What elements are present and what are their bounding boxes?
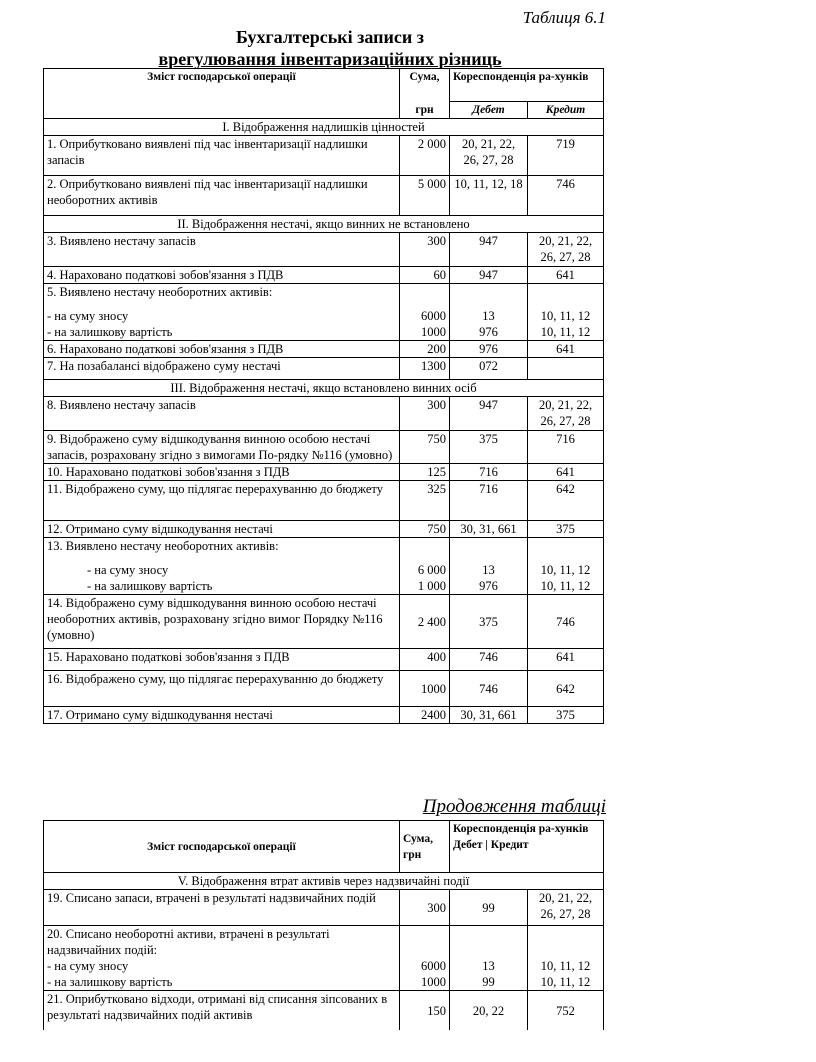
cell-debit <box>450 926 528 991</box>
cell-credit: 641 <box>528 464 604 481</box>
cell-sum: 200 <box>400 341 450 358</box>
header-correspondence: Кореспонденція ра-хунків <box>450 69 604 102</box>
cell-sum <box>400 926 450 991</box>
table-header-row <box>44 821 604 873</box>
cell-debit: 99 <box>450 890 528 926</box>
row-title: 20. Списано необоротні активи, втрачені в результаті надзвичайних подій: <box>47 927 330 957</box>
credit-a: 10, 11, 12 <box>540 563 591 577</box>
cell-sum: 300 <box>400 890 450 926</box>
cell-credit: 20, 21, 22, 26, 27, 28 <box>528 890 604 926</box>
cell-text: 12. Отримано суму відшкодування нестачі <box>44 521 400 538</box>
credit-b: 10, 11, 12 <box>540 325 591 339</box>
cell-text: 4. Нараховано податкові зобов'язання з ПДВ <box>44 267 400 284</box>
cell-sum: 150 <box>400 991 450 1031</box>
title-line-1: Бухгалтерські записи з <box>236 27 424 47</box>
header-content: Зміст господарської операції <box>44 69 400 119</box>
cell-sum: 1000 <box>400 671 450 707</box>
debit-b: 99 <box>482 975 495 989</box>
cell-text: 21. Оприбутковано відходи, отримані від списання зіпсованих в результаті надзвичайних подій активів <box>44 991 400 1031</box>
cell-debit: 947 <box>450 267 528 284</box>
cell-credit: 752 <box>528 991 604 1031</box>
cell-sum: 300 <box>400 233 450 267</box>
cell-credit: 642 <box>528 481 604 521</box>
table-caption: Таблиця 6.1 <box>522 8 606 27</box>
title-line-2: врегулювання інвентаризаційних різниць <box>158 49 502 69</box>
cell-debit: 30, 31, 661 <box>450 707 528 724</box>
cell-text <box>44 926 400 991</box>
header-sum: Сума, грн <box>400 821 450 873</box>
cell-credit <box>528 926 604 991</box>
cell-sum: 60 <box>400 267 450 284</box>
cell-text: 3. Виявлено нестачу запасів <box>44 233 400 267</box>
cell-debit: 10, 11, 12, 18 <box>450 176 528 216</box>
sum-b: 1000 <box>421 325 446 339</box>
cell-sum: 5 000 <box>400 176 450 216</box>
cell-debit: 375 <box>450 595 528 649</box>
cell-text: 16. Відображено суму, що підлягає перерахуванню до бюджету <box>44 671 400 707</box>
cell-credit: 641 <box>528 341 604 358</box>
cell-sum: 125 <box>400 464 450 481</box>
header-correspondence: Кореспонденція ра-хунків Дебет | Кредит <box>450 821 604 873</box>
debit-a: 13 <box>482 309 495 323</box>
cell-credit: 641 <box>528 649 604 671</box>
cell-debit: 375 <box>450 431 528 464</box>
row-item-a: - на суму зносу <box>47 309 129 323</box>
table-continuation <box>43 820 604 1030</box>
cell-credit: 20, 21, 22, 26, 27, 28 <box>528 397 604 431</box>
cell-credit: 716 <box>528 431 604 464</box>
row-item-b: - на залишкову вартість <box>47 325 173 339</box>
cell-sum: 2400 <box>400 707 450 724</box>
sum-a: 6000 <box>421 959 446 973</box>
cell-debit: 20, 21, 22, 26, 27, 28 <box>450 136 528 176</box>
cell-text: 6. Нараховано податкові зобов'язання з ПДВ <box>44 341 400 358</box>
cell-sum: 750 <box>400 521 450 538</box>
cell-text: 14. Відображено суму відшкодування винною особою нестачі необоротних активів, розраховану згідно вимог Порядку №116 (умовно) <box>44 595 400 649</box>
sum-b: 1 000 <box>417 579 446 593</box>
cell-sum: 300 <box>400 397 450 431</box>
cell-text: 7. На позабалансі відображено суму нестачі <box>44 358 400 380</box>
cell-credit: 746 <box>528 595 604 649</box>
cell-debit: 746 <box>450 671 528 707</box>
sum-b: 1000 <box>421 975 446 989</box>
sum-a: 6000 <box>421 309 446 323</box>
debit-b: 976 <box>479 579 498 593</box>
cell-sum: 2 400 <box>400 595 450 649</box>
cell-debit: 716 <box>450 464 528 481</box>
sum-a: 6 000 <box>417 563 446 577</box>
cell-sum: 750 <box>400 431 450 464</box>
cell-text: 8. Виявлено нестачу запасів <box>44 397 400 431</box>
section-3: III. Відображення нестачі, якщо встановлено винних осіб <box>44 380 604 397</box>
credit-a: 10, 11, 12 <box>540 309 591 323</box>
cell-sum: 2 000 <box>400 136 450 176</box>
cell-debit: 072 <box>450 358 528 380</box>
section-2: II. Відображення нестачі, якщо винних не встановлено <box>44 216 604 233</box>
credit-a: 10, 11, 12 <box>540 959 591 973</box>
header-sum: Сума, <box>400 69 450 102</box>
continuation-caption: Продовження таблиці <box>422 796 606 817</box>
debit-a: 13 <box>482 563 495 577</box>
cell-debit: 746 <box>450 649 528 671</box>
cell-text: 10. Нараховано податкові зобов'язання з ПДВ <box>44 464 400 481</box>
row-title: 13. Виявлено нестачу необоротних активів: <box>47 539 279 553</box>
cell-sum: 400 <box>400 649 450 671</box>
header-content: Зміст господарської операції <box>44 821 400 873</box>
section-row <box>44 873 604 890</box>
cell-credit: 641 <box>528 267 604 284</box>
table-row <box>44 926 604 991</box>
header-credit: Кредит <box>528 102 604 119</box>
cell-sum: 1300 <box>400 358 450 380</box>
cell-credit: 719 <box>528 136 604 176</box>
row-item-a: - на суму зносу <box>87 563 169 577</box>
cell-debit: 947 <box>450 397 528 431</box>
cell-text: 11. Відображено суму, що підлягає перерахуванню до бюджету <box>44 481 400 521</box>
table-row <box>44 991 604 1031</box>
row-title: 5. Виявлено нестачу необоротних активів: <box>47 285 273 299</box>
cell-credit: 746 <box>528 176 604 216</box>
header-sum-unit: грн <box>400 102 450 119</box>
cell-debit: 716 <box>450 481 528 521</box>
debit-b: 976 <box>479 325 498 339</box>
cell-debit: 976 <box>450 341 528 358</box>
cell-text: 17. Отримано суму відшкодування нестачі <box>44 707 400 724</box>
cell-text: 2. Оприбутковано виявлені під час інвентаризації надлишки необоротних активів <box>44 176 400 216</box>
credit-b: 10, 11, 12 <box>540 579 591 593</box>
row-item-b: - на залишкову вартість <box>87 579 213 593</box>
cell-text: 15. Нараховано податкові зобов'язання з ПДВ <box>44 649 400 671</box>
cell-debit: 947 <box>450 233 528 267</box>
cell-text: 1. Оприбутковано виявлені під час інвентаризації надлишки запасів <box>44 136 400 176</box>
section-5: V. Відображення втрат активів через надзвичайні події <box>44 873 604 890</box>
table-row <box>44 890 604 926</box>
header-debit: Дебет <box>450 102 528 119</box>
cell-credit: 642 <box>528 671 604 707</box>
cell-debit: 30, 31, 661 <box>450 521 528 538</box>
cell-text: 19. Списано запаси, втрачені в результаті надзвичайних подій <box>44 890 400 926</box>
debit-a: 13 <box>482 959 495 973</box>
cell-credit: 375 <box>528 707 604 724</box>
cell-text: 9. Відображено суму відшкодування винною особою нестачі запасів, розраховану згідно з вимогами По-рядку №116 (умовно) <box>44 431 400 464</box>
section-1: I. Відображення надлишків цінностей <box>44 119 604 136</box>
row-item-a: - на суму зносу <box>47 959 129 973</box>
cell-credit: 20, 21, 22, 26, 27, 28 <box>528 233 604 267</box>
row-item-b: - на залишкову вартість <box>47 975 173 989</box>
cell-sum: 325 <box>400 481 450 521</box>
cell-debit: 20, 22 <box>450 991 528 1031</box>
cell-credit: 375 <box>528 521 604 538</box>
credit-b: 10, 11, 12 <box>540 975 591 989</box>
